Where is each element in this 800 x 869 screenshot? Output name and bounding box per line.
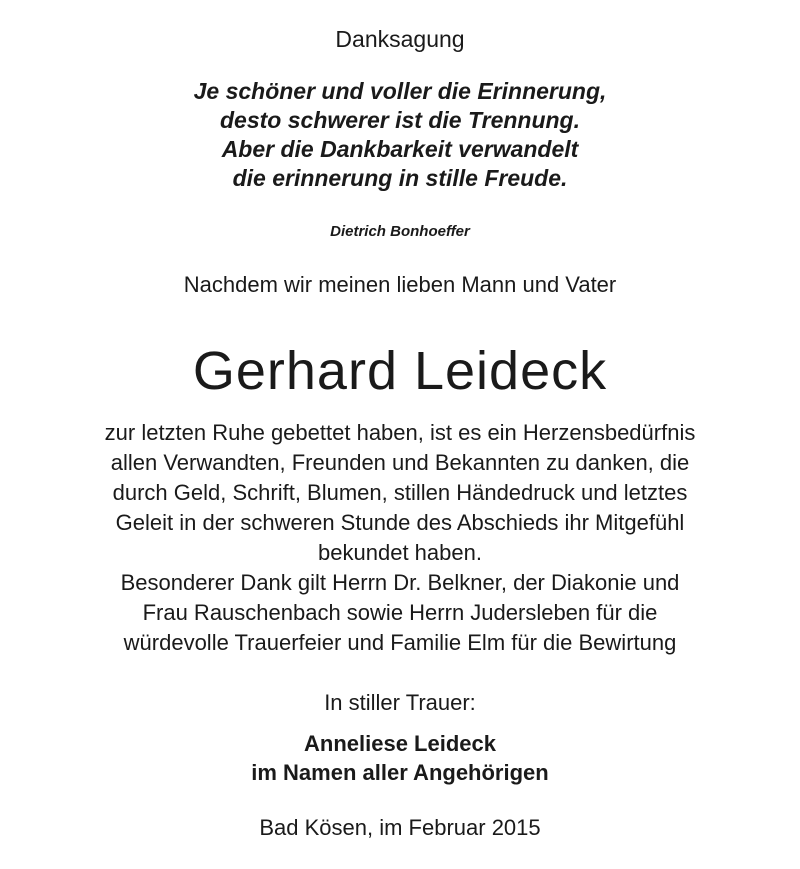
intro-text: Nachdem wir meinen lieben Mann und Vater	[183, 272, 617, 297]
quote-line: Je schöner und voller die Erinnerung,	[193, 78, 607, 104]
quote-line: desto schwerer ist die Trennung.	[220, 107, 580, 133]
quote-line: Aber die Dankbarkeit verwandelt	[221, 136, 579, 162]
body-line: bekundet haben.	[318, 540, 482, 565]
body-line: allen Verwandten, Freunden und Bekannten zu danken, die	[110, 450, 690, 475]
mourning-label: In stiller Trauer:	[324, 690, 476, 715]
signer-note: im Namen aller Angehörigen	[251, 760, 549, 785]
body-line: Besonderer Dank gilt Herrn Dr. Belkner, der Diakonie und	[120, 570, 680, 595]
deceased-name: Gerhard Leideck	[192, 341, 608, 401]
body-line: durch Geld, Schrift, Blumen, stillen Händedruck und letztes	[112, 480, 688, 505]
bonhoeffer-quote	[0, 77, 800, 193]
body-line: Frau Rauschenbach sowie Herrn Judersleben für die	[142, 600, 658, 625]
thank-you-body	[0, 418, 800, 658]
signers	[0, 729, 800, 787]
body-line: Geleit in der schweren Stunde des Abschieds ihr Mitgefühl	[115, 510, 685, 535]
body-line: zur letzten Ruhe gebettet haben, ist es ein Herzensbedürfnis	[104, 420, 696, 445]
place-date: Bad Kösen, im Februar 2015	[259, 815, 541, 840]
quote-line: die erinnerung in stille Freude.	[232, 165, 568, 191]
quote-author: Dietrich Bonhoeffer	[330, 223, 470, 240]
body-line: würdevolle Trauerfeier und Familie Elm für die Bewirtung	[123, 630, 677, 655]
signer-name: Anneliese Leideck	[304, 731, 496, 756]
notice-heading: Danksagung	[335, 26, 465, 52]
